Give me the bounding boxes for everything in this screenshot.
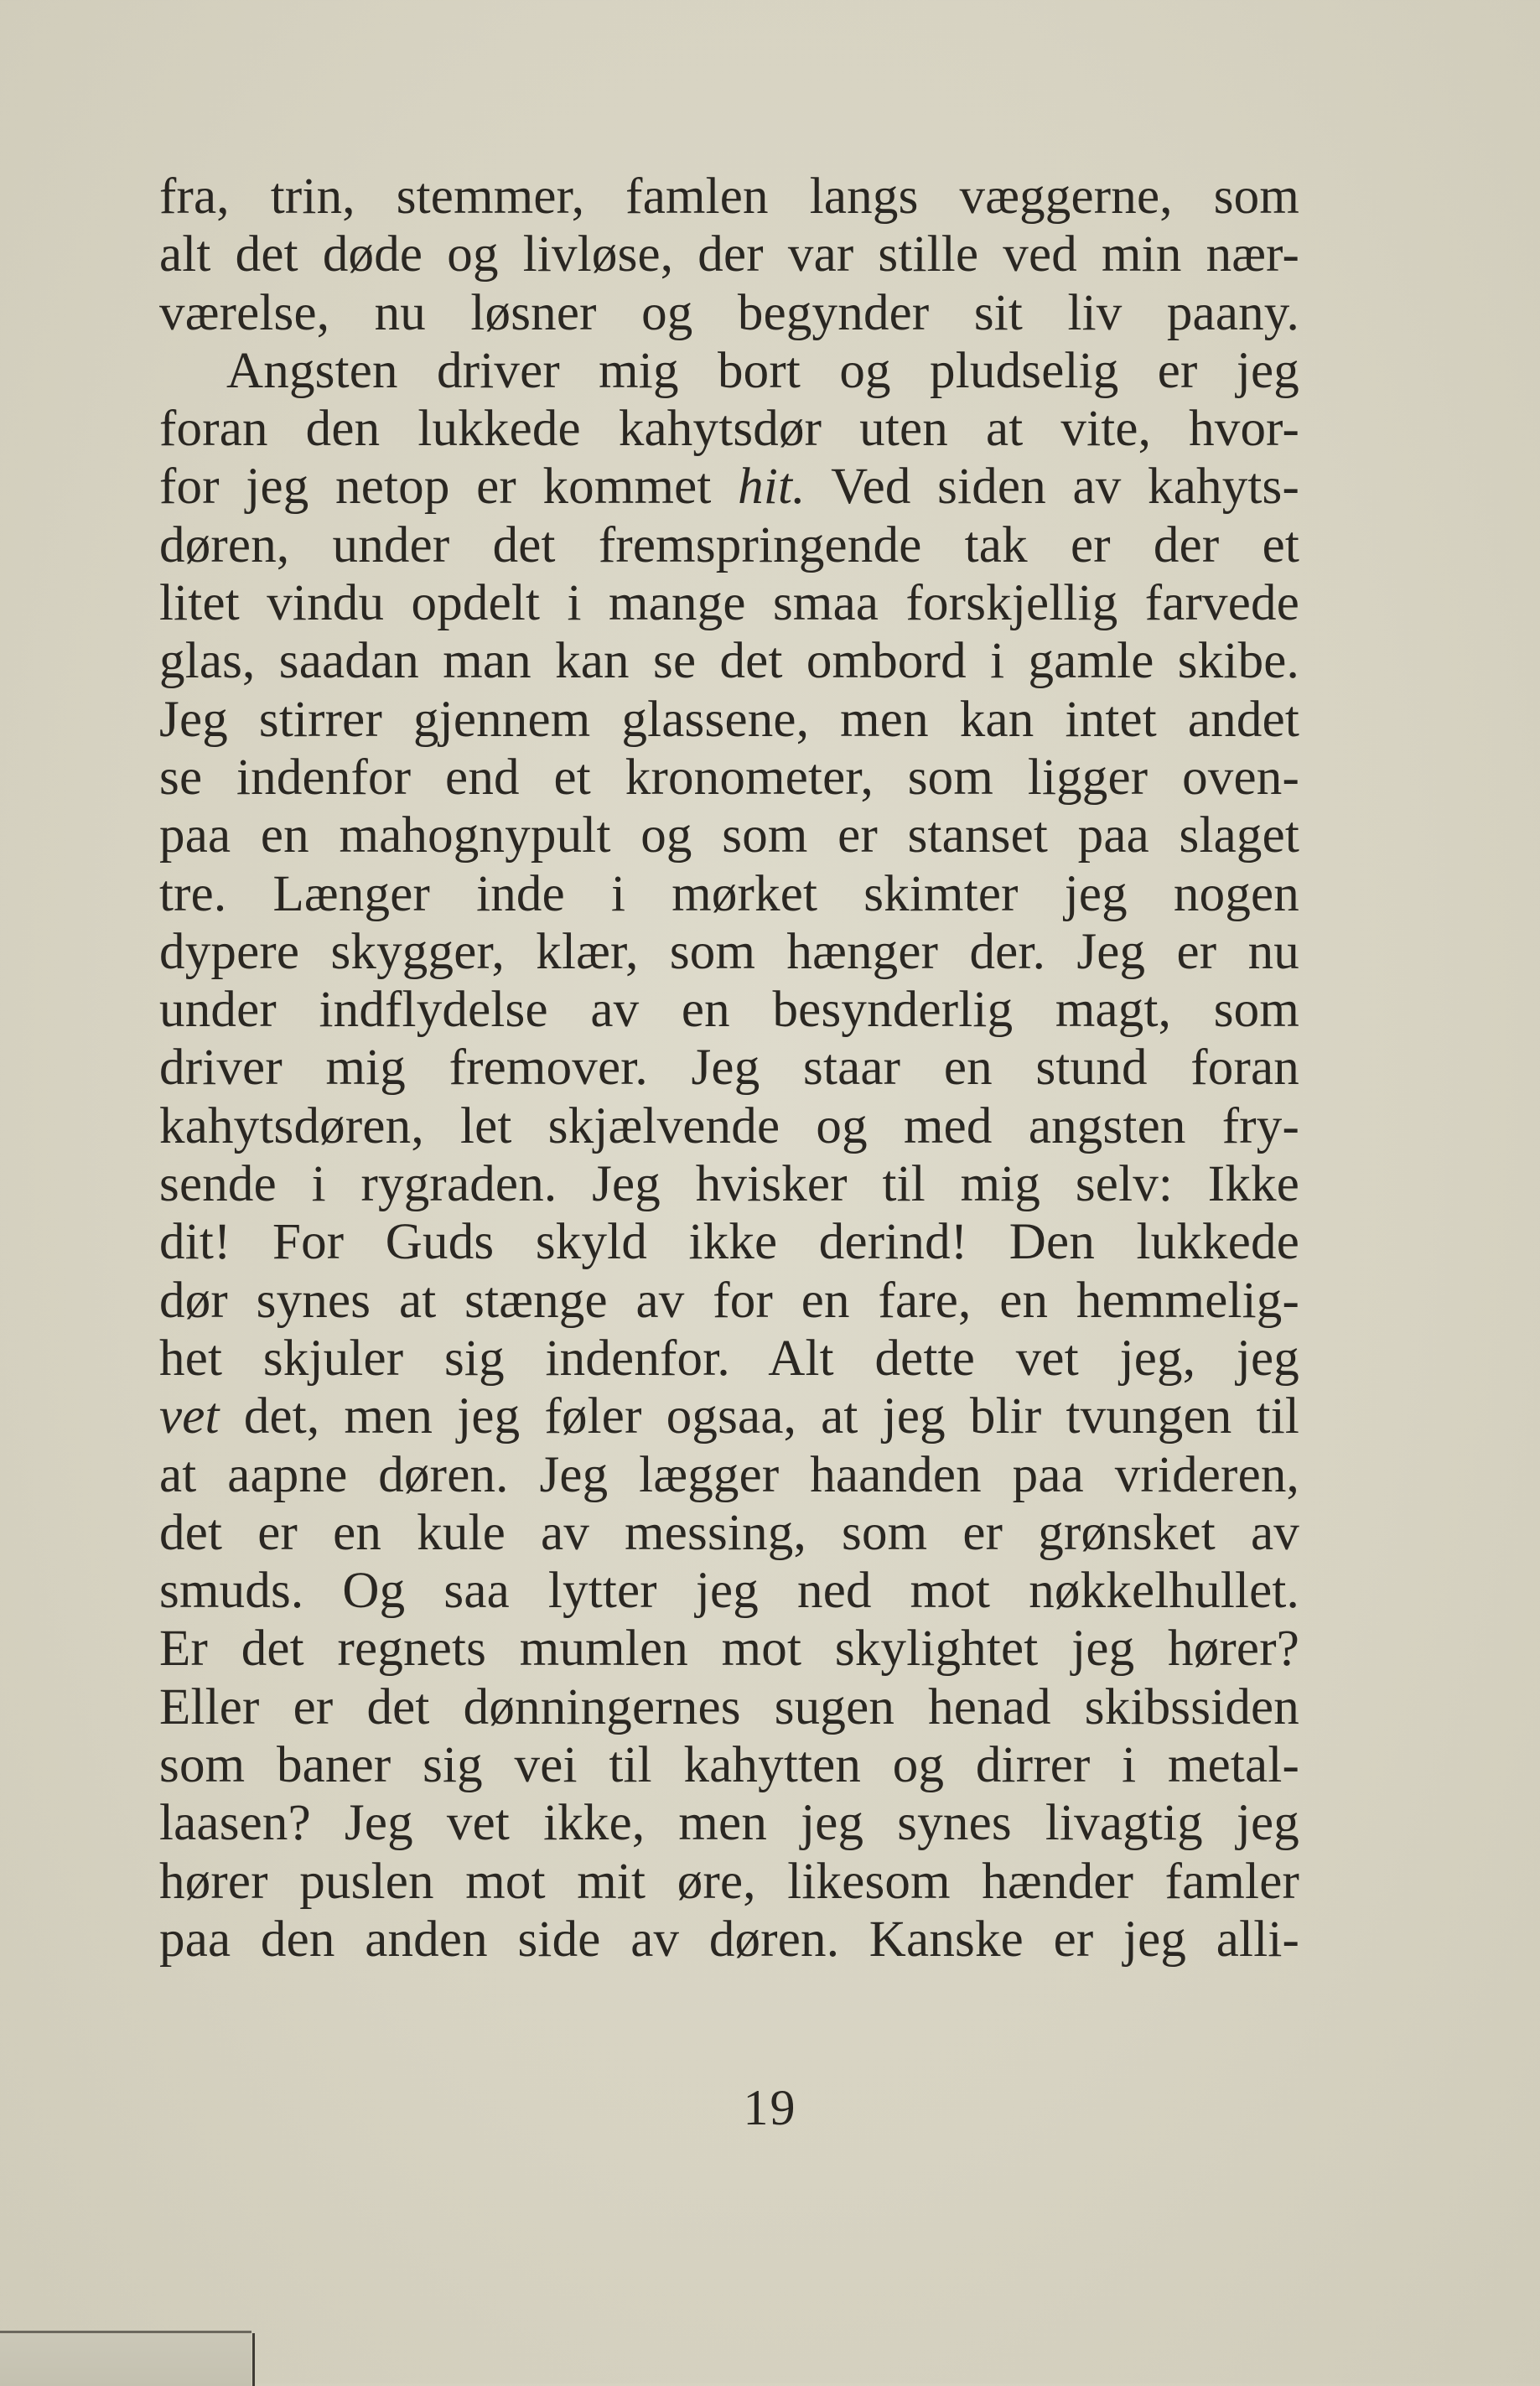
text-line: under indflydelse av en besynderlig magt, som (159, 982, 1299, 1039)
text-line: døren, under det fremspringende tak er der et (159, 516, 1299, 573)
text-line: kahytsdøren, let skjælvende og med angsten fry- (159, 1097, 1299, 1154)
text-line: dypere skygger, klær, som hænger der. Jeg er nu (159, 923, 1299, 980)
text-segment: for jeg netop er kommet (159, 459, 739, 516)
text-segment: Ved siden av kahyts- (831, 459, 1299, 516)
italic-word: hit. (738, 459, 806, 516)
italic-word: vet (159, 1388, 220, 1445)
text-line: se indenfor end et kronometer, som ligger oven- (159, 749, 1299, 806)
text-line: dit! For Guds skyld ikke derind! Den lukkede (159, 1214, 1299, 1271)
text-line: foran den lukkede kahytsdør uten at vite, hvor- (159, 401, 1299, 458)
text-line: Eller er det dønningernes sugen henad skibssiden (159, 1678, 1299, 1735)
scan-edge-divider (0, 2331, 251, 2386)
text-line: dør synes at stænge av for en fare, en hemmelig- (159, 1272, 1299, 1329)
text-line: smuds. Og saa lytter jeg ned mot nøkkelhullet. (159, 1563, 1299, 1620)
text-line: Jeg stirrer gjennem glassene, men kan intet andet (159, 691, 1299, 748)
text-line: het skjuler sig indenfor. Alt dette vet jeg, jeg (159, 1330, 1299, 1387)
text-line: glas, saadan man kan se det ombord i gamle skibe. (159, 633, 1299, 690)
text-segment: det, men jeg føler ogsaa, at jeg blir tvungen til (243, 1388, 1299, 1445)
text-line: Angsten driver mig bort og pludselig er jeg (226, 342, 1299, 399)
text-line: paa en mahognypult og som er stanset paa slaget (159, 807, 1299, 864)
text-line: sende i rygraden. Jeg hvisker til mig selv: Ikke (159, 1156, 1299, 1213)
text-line: laasen? Jeg vet ikke, men jeg synes livagtig jeg (159, 1795, 1299, 1852)
text-line-with-italic (159, 1388, 1299, 1445)
page-number: 19 (743, 2080, 797, 2135)
text-line: paa den anden side av døren. Kanske er jeg alli- (159, 1911, 1299, 1968)
text-line-with-italic (159, 458, 1299, 516)
text-line: alt det døde og livløse, der var stille ved min nær- (159, 226, 1299, 283)
text-line: værelse, nu løsner og begynder sit liv paany. (159, 284, 1299, 341)
text-line: som baner sig vei til kahytten og dirrer i metal- (159, 1737, 1299, 1794)
text-line: driver mig fremover. Jeg staar en stund foran (159, 1040, 1299, 1097)
text-line: det er en kule av messing, som er grønsket av (159, 1504, 1299, 1561)
text-line: Er det regnets mumlen mot skylightet jeg hører? (159, 1621, 1299, 1678)
text-line: hører puslen mot mit øre, likesom hænder famler (159, 1853, 1299, 1910)
text-line: at aapne døren. Jeg lægger haanden paa vrideren, (159, 1446, 1299, 1503)
body-text (159, 168, 1299, 1968)
text-line: tre. Længer inde i mørket skimter jeg nogen (159, 865, 1299, 922)
text-line: fra, trin, stemmer, famlen langs væggerne, som (159, 169, 1299, 225)
text-line: litet vindu opdelt i mange smaa forskjellig farvede (159, 575, 1299, 632)
